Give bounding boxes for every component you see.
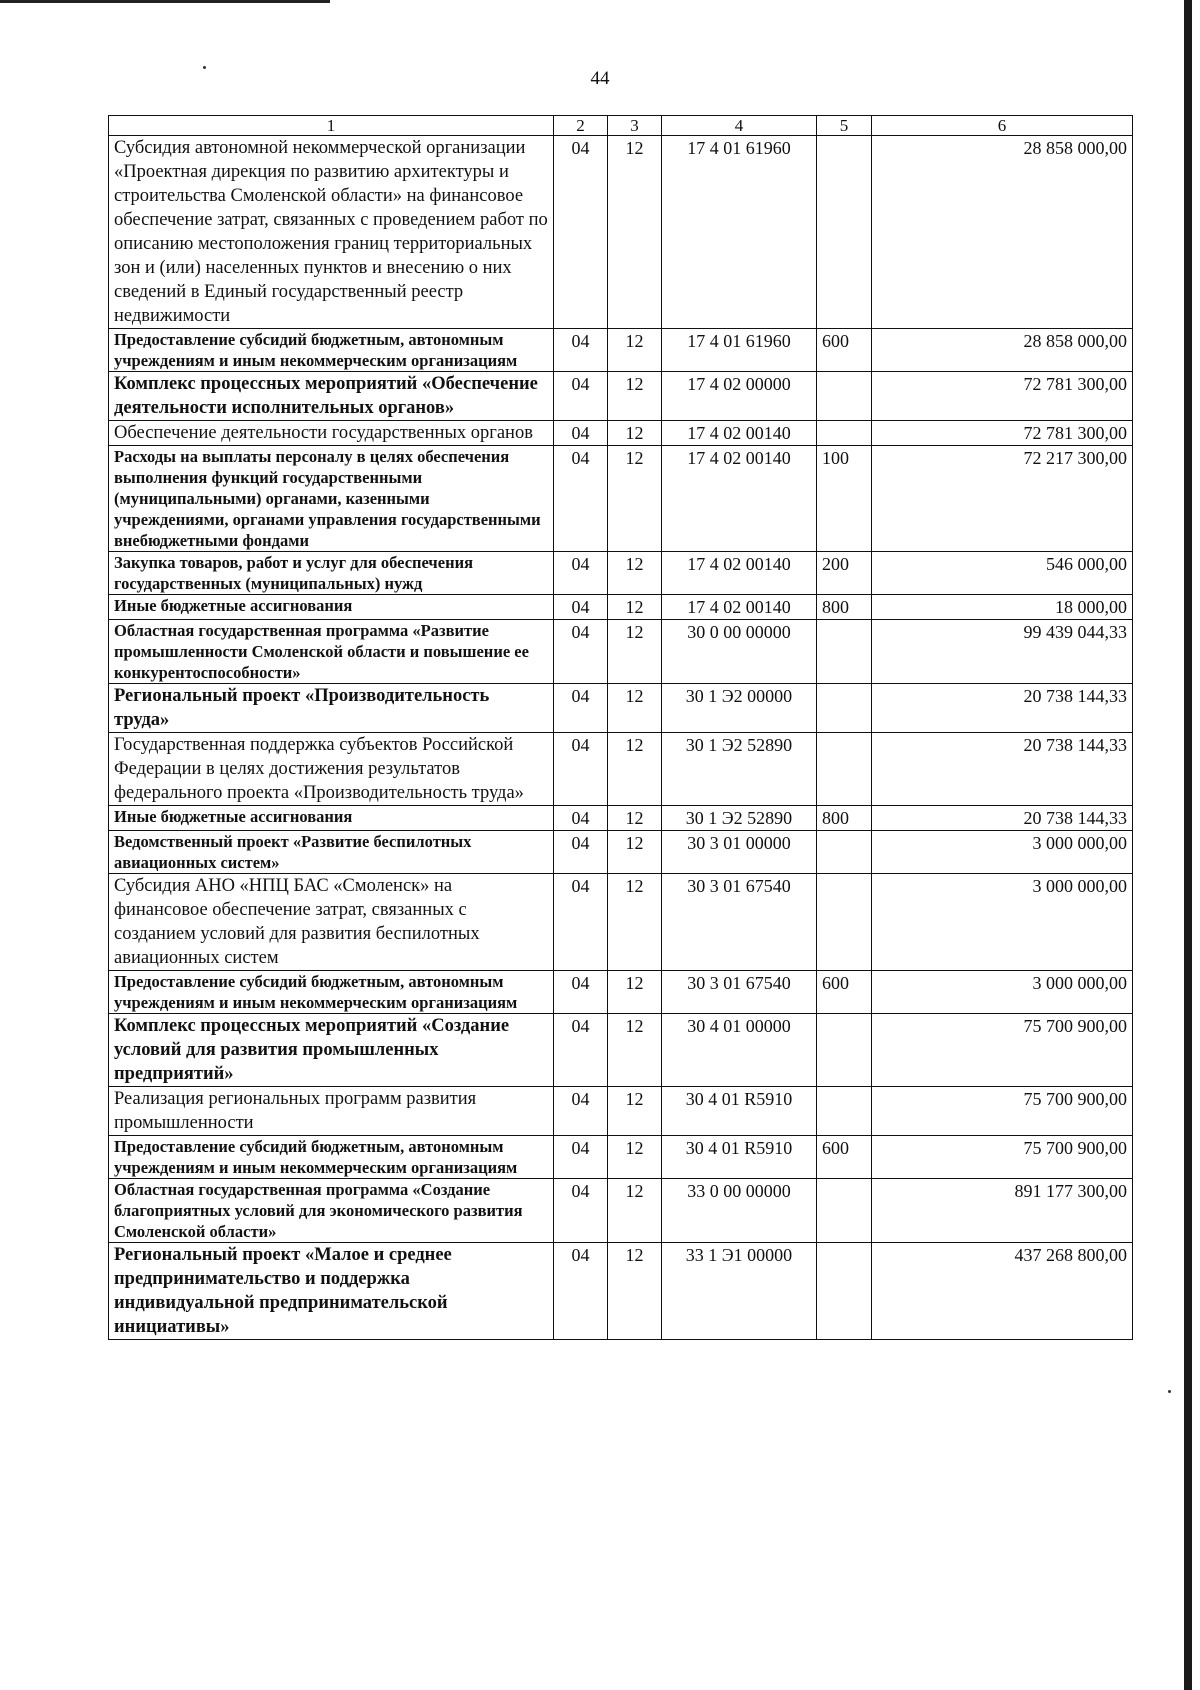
row-section: 04 — [554, 136, 608, 329]
row-code: 30 1 Э2 00000 — [662, 684, 817, 733]
header-col-4: 4 — [662, 116, 817, 136]
row-name: Предоставление субсидий бюджетным, автономным учреждениям и иным некоммерческим организациям — [109, 329, 554, 372]
row-code: 17 4 01 61960 — [662, 136, 817, 329]
row-code: 30 4 01 00000 — [662, 1014, 817, 1087]
row-name: Обеспечение деятельности государственных органов — [109, 421, 554, 446]
row-type: 600 — [817, 329, 872, 372]
row-type — [817, 831, 872, 874]
row-sum: 99 439 044,33 — [872, 620, 1133, 684]
table-row — [109, 372, 1133, 421]
row-subsection: 12 — [608, 831, 662, 874]
row-code: 17 4 02 00140 — [662, 595, 817, 620]
row-name: Предоставление субсидий бюджетным, автономным учреждениям и иным некоммерческим организациям — [109, 971, 554, 1014]
row-subsection: 12 — [608, 1136, 662, 1179]
row-name: Областная государственная программа «Развитие промышленности Смоленской области и повышение ее конкурентоспособности» — [109, 620, 554, 684]
row-section: 04 — [554, 372, 608, 421]
header-col-2: 2 — [554, 116, 608, 136]
row-name: Областная государственная программа «Создание благоприятных условий для экономического развития Смоленской области» — [109, 1179, 554, 1243]
row-code: 33 1 Э1 00000 — [662, 1243, 817, 1340]
row-code: 30 4 01 R5910 — [662, 1087, 817, 1136]
row-type: 600 — [817, 1136, 872, 1179]
row-sum: 20 738 144,33 — [872, 806, 1133, 831]
row-name: Комплекс процессных мероприятий «Создание условий для развития промышленных предприятий» — [109, 1014, 554, 1087]
row-name: Региональный проект «Производительность труда» — [109, 684, 554, 733]
row-type — [817, 733, 872, 806]
row-type — [817, 874, 872, 971]
row-type — [817, 620, 872, 684]
row-subsection: 12 — [608, 552, 662, 595]
table-row — [109, 552, 1133, 595]
row-code: 30 0 00 00000 — [662, 620, 817, 684]
row-subsection: 12 — [608, 874, 662, 971]
table-row — [109, 971, 1133, 1014]
table-row — [109, 421, 1133, 446]
row-sum: 28 858 000,00 — [872, 136, 1133, 329]
row-sum: 75 700 900,00 — [872, 1014, 1133, 1087]
row-sum: 20 738 144,33 — [872, 733, 1133, 806]
row-code: 17 4 01 61960 — [662, 329, 817, 372]
scan-artifact-right-edge — [1184, 0, 1192, 1690]
row-name: Комплекс процессных мероприятий «Обеспечение деятельности исполнительных органов» — [109, 372, 554, 421]
table-row — [109, 806, 1133, 831]
row-section: 04 — [554, 1243, 608, 1340]
row-subsection: 12 — [608, 421, 662, 446]
row-sum: 3 000 000,00 — [872, 971, 1133, 1014]
page-number: 44 — [590, 68, 610, 89]
row-sum: 437 268 800,00 — [872, 1243, 1133, 1340]
row-type: 100 — [817, 446, 872, 552]
row-name: Ведомственный проект «Развитие беспилотных авиационных систем» — [109, 831, 554, 874]
row-section: 04 — [554, 874, 608, 971]
row-code: 30 3 01 67540 — [662, 874, 817, 971]
row-code: 30 1 Э2 52890 — [662, 733, 817, 806]
row-sum: 546 000,00 — [872, 552, 1133, 595]
row-subsection: 12 — [608, 595, 662, 620]
row-type: 200 — [817, 552, 872, 595]
row-section: 04 — [554, 446, 608, 552]
row-section: 04 — [554, 421, 608, 446]
row-section: 04 — [554, 1136, 608, 1179]
table-row — [109, 1136, 1133, 1179]
row-sum: 18 000,00 — [872, 595, 1133, 620]
table-row — [109, 1014, 1133, 1087]
row-subsection: 12 — [608, 1243, 662, 1340]
row-code: 33 0 00 00000 — [662, 1179, 817, 1243]
row-type: 600 — [817, 971, 872, 1014]
budget-table — [108, 115, 1133, 1340]
row-type — [817, 1014, 872, 1087]
row-subsection: 12 — [608, 329, 662, 372]
row-section: 04 — [554, 831, 608, 874]
row-type — [817, 136, 872, 329]
table-row — [109, 595, 1133, 620]
row-sum: 20 738 144,33 — [872, 684, 1133, 733]
row-name: Расходы на выплаты персоналу в целях обеспечения выполнения функций государственными (муниципальными) органами, казенными учреждениями, органами управления государственными внебюджетными фондами — [109, 446, 554, 552]
row-subsection: 12 — [608, 1014, 662, 1087]
scan-artifact-top-line — [0, 0, 330, 3]
row-sum: 75 700 900,00 — [872, 1087, 1133, 1136]
row-type — [817, 372, 872, 421]
row-code: 30 3 01 67540 — [662, 971, 817, 1014]
row-type: 800 — [817, 595, 872, 620]
row-name: Иные бюджетные ассигнования — [109, 595, 554, 620]
row-sum: 3 000 000,00 — [872, 831, 1133, 874]
row-code: 17 4 02 00140 — [662, 446, 817, 552]
row-section: 04 — [554, 733, 608, 806]
row-sum: 891 177 300,00 — [872, 1179, 1133, 1243]
row-subsection: 12 — [608, 620, 662, 684]
row-name: Реализация региональных программ развития промышленности — [109, 1087, 554, 1136]
table-header-row — [109, 116, 1133, 136]
row-subsection: 12 — [608, 1087, 662, 1136]
table-row — [109, 874, 1133, 971]
header-col-3: 3 — [608, 116, 662, 136]
row-code: 17 4 02 00140 — [662, 421, 817, 446]
table-row — [109, 446, 1133, 552]
row-type — [817, 1179, 872, 1243]
row-name: Региональный проект «Малое и среднее предпринимательство и поддержка индивидуальной предпринимательской инициативы» — [109, 1243, 554, 1340]
table-row — [109, 1243, 1133, 1340]
table-row — [109, 1179, 1133, 1243]
row-subsection: 12 — [608, 733, 662, 806]
row-type: 800 — [817, 806, 872, 831]
row-sum: 75 700 900,00 — [872, 1136, 1133, 1179]
table-row — [109, 733, 1133, 806]
row-sum: 72 781 300,00 — [872, 372, 1133, 421]
row-code: 17 4 02 00000 — [662, 372, 817, 421]
header-col-1: 1 — [109, 116, 554, 136]
row-section: 04 — [554, 620, 608, 684]
table-row — [109, 620, 1133, 684]
row-section: 04 — [554, 1014, 608, 1087]
row-code: 30 4 01 R5910 — [662, 1136, 817, 1179]
row-type — [817, 684, 872, 733]
row-type — [817, 421, 872, 446]
table-row — [109, 329, 1133, 372]
row-section: 04 — [554, 1179, 608, 1243]
row-name: Субсидия АНО «НПЦ БАС «Смоленск» на финансовое обеспечение затрат, связанных с созданием условий для развития беспилотных авиационных систем — [109, 874, 554, 971]
row-subsection: 12 — [608, 684, 662, 733]
row-code: 30 1 Э2 52890 — [662, 806, 817, 831]
row-code: 17 4 02 00140 — [662, 552, 817, 595]
row-section: 04 — [554, 1087, 608, 1136]
row-section: 04 — [554, 806, 608, 831]
table-row — [109, 1087, 1133, 1136]
row-sum: 3 000 000,00 — [872, 874, 1133, 971]
row-section: 04 — [554, 595, 608, 620]
row-subsection: 12 — [608, 446, 662, 552]
row-code: 30 3 01 00000 — [662, 831, 817, 874]
header-col-6: 6 — [872, 116, 1133, 136]
row-type — [817, 1087, 872, 1136]
row-name: Субсидия автономной некоммерческой организации «Проектная дирекция по развитию архитектуры и строительства Смоленской области» на финансовое обеспечение затрат, связанных с проведением работ по описанию местоположения границ территориальных зон и (или) населенных пунктов и внесению о них сведений в Единый государственный реестр недвижимости — [109, 136, 554, 329]
row-sum: 72 781 300,00 — [872, 421, 1133, 446]
row-sum: 72 217 300,00 — [872, 446, 1133, 552]
row-sum: 28 858 000,00 — [872, 329, 1133, 372]
row-subsection: 12 — [608, 1179, 662, 1243]
row-section: 04 — [554, 971, 608, 1014]
table-row — [109, 684, 1133, 733]
row-name: Закупка товаров, работ и услуг для обеспечения государственных (муниципальных) нужд — [109, 552, 554, 595]
row-subsection: 12 — [608, 971, 662, 1014]
row-section: 04 — [554, 552, 608, 595]
row-name: Государственная поддержка субъектов Российской Федерации в целях достижения результатов федерального проекта «Производительность труда» — [109, 733, 554, 806]
row-name: Предоставление субсидий бюджетным, автономным учреждениям и иным некоммерческим организациям — [109, 1136, 554, 1179]
row-name: Иные бюджетные ассигнования — [109, 806, 554, 831]
row-subsection: 12 — [608, 136, 662, 329]
table-row — [109, 831, 1133, 874]
row-section: 04 — [554, 684, 608, 733]
scan-speck — [1168, 1390, 1171, 1393]
row-subsection: 12 — [608, 806, 662, 831]
row-section: 04 — [554, 329, 608, 372]
header-col-5: 5 — [817, 116, 872, 136]
row-subsection: 12 — [608, 372, 662, 421]
table-row — [109, 136, 1133, 329]
row-type — [817, 1243, 872, 1340]
